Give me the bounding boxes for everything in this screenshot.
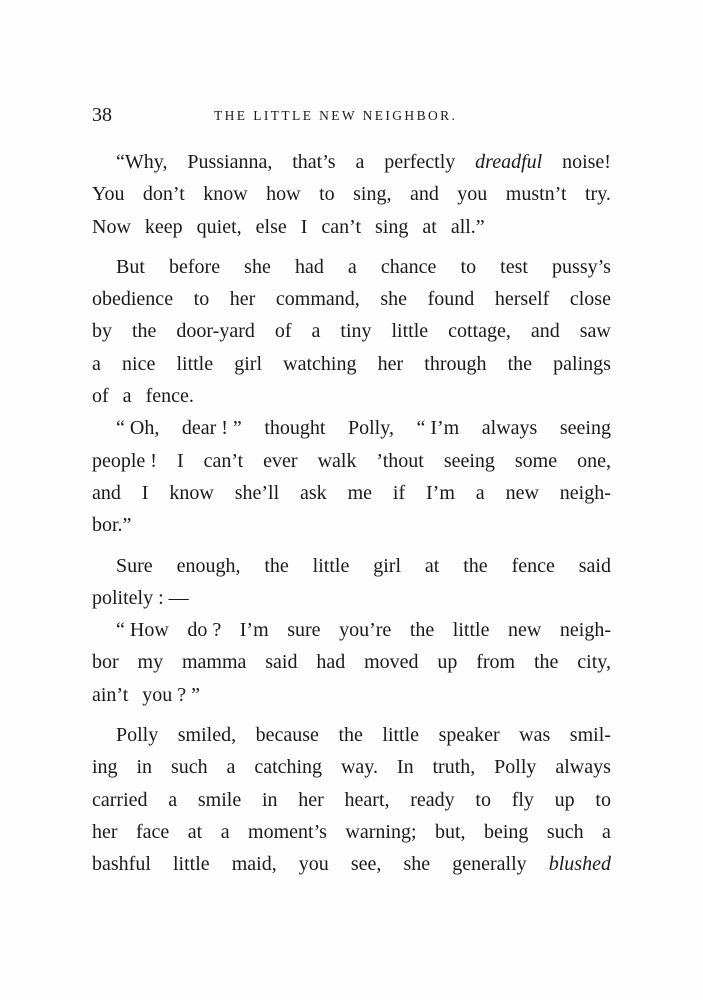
word: some [514, 449, 558, 472]
word: to [319, 183, 335, 206]
word: she’ll [234, 481, 280, 504]
word: Polly [116, 724, 159, 747]
word: enough, [176, 554, 241, 577]
word: pussy’s [552, 255, 611, 278]
word: “ Oh, [116, 417, 160, 440]
word: new [505, 481, 539, 504]
word: little [391, 320, 429, 343]
word: from [476, 651, 516, 674]
word: at [424, 554, 440, 577]
word: a [602, 820, 611, 843]
page-number: 38 [92, 104, 112, 126]
word: of [92, 385, 109, 408]
word: in [136, 756, 153, 779]
word: the [131, 320, 157, 343]
word: nice [122, 352, 156, 375]
word: to [460, 255, 477, 278]
word: she [403, 853, 431, 876]
word: Now [92, 215, 131, 238]
word: fence [511, 554, 555, 577]
word: you [457, 183, 488, 206]
word: through [424, 352, 487, 375]
word: heart, [344, 788, 390, 811]
word: face [136, 820, 170, 843]
word: bor [92, 651, 119, 674]
word: obedience [92, 288, 174, 311]
text-line [92, 283, 611, 315]
word: her [298, 788, 324, 811]
word: girl [373, 554, 402, 577]
word: always [481, 417, 538, 440]
word: said [265, 651, 298, 674]
word: moved [364, 651, 419, 674]
word: catching [254, 756, 323, 779]
word: neigh- [559, 481, 611, 504]
word: chance [380, 255, 437, 278]
word: else [255, 215, 287, 238]
word: carried [92, 788, 148, 811]
word: a [475, 481, 485, 504]
word: found [427, 288, 475, 311]
word: quiet, [196, 215, 242, 238]
word: you ? ” [142, 683, 201, 706]
word: mamma [181, 651, 247, 674]
word: ever [263, 449, 298, 472]
word: moment’s [248, 820, 327, 843]
word: she [380, 288, 408, 311]
word: can’t [321, 215, 362, 238]
word: I [176, 449, 184, 472]
word: girl [234, 352, 263, 375]
word: and [530, 320, 560, 343]
word: the [409, 619, 435, 642]
text-line [92, 380, 611, 412]
word: that’s [292, 151, 336, 173]
word: but, [434, 820, 466, 843]
word: test [500, 255, 528, 278]
word: know [203, 183, 248, 206]
word: a [168, 788, 178, 811]
word: smiled, [177, 724, 237, 747]
word: because [255, 724, 319, 747]
page-header [92, 104, 612, 130]
word: little [172, 853, 210, 876]
word: ask [300, 481, 327, 504]
word: you [298, 853, 329, 876]
text-line [92, 445, 611, 477]
word: “ I’m [416, 417, 460, 440]
word: ain’t [92, 683, 129, 706]
word: fly [511, 788, 534, 811]
text-line [92, 146, 611, 178]
word: know [169, 481, 214, 504]
word: how [266, 183, 301, 206]
text-line [92, 550, 611, 582]
word: the [264, 554, 289, 577]
text-line [92, 211, 611, 243]
word: the [338, 724, 363, 747]
word: at [422, 215, 437, 238]
word: one, [577, 449, 611, 472]
word: watching [283, 352, 357, 375]
word: at [187, 820, 203, 843]
word: a [92, 352, 101, 375]
word: In [396, 756, 414, 779]
word: ing [92, 756, 118, 779]
word: dear ! ” [181, 417, 242, 440]
word: noise! [562, 151, 611, 173]
word: door-yard [176, 320, 255, 343]
word-italic: blushed [548, 853, 611, 876]
word: see, [350, 853, 382, 876]
word: people ! [92, 449, 157, 472]
word: of [274, 320, 292, 343]
text-line [92, 412, 611, 444]
word: was [519, 724, 551, 747]
word: I [141, 481, 149, 504]
word: “Why, [116, 151, 168, 173]
word: to [475, 788, 491, 811]
text-line [92, 848, 611, 880]
word: generally [452, 853, 527, 876]
word: the [463, 554, 488, 577]
word: new [508, 619, 542, 642]
word: me [347, 481, 373, 504]
word: little [382, 724, 420, 747]
word: to [193, 288, 210, 311]
word: a [311, 320, 321, 343]
word: had [316, 651, 346, 674]
word: “ How [116, 619, 169, 642]
word: bashful [92, 853, 151, 876]
word: fence. [145, 385, 194, 408]
word: neigh- [559, 619, 611, 642]
word: such [170, 756, 208, 779]
word: walk [317, 449, 357, 472]
word: seeing [559, 417, 611, 440]
word: sure [287, 619, 321, 642]
word: a [220, 820, 230, 843]
text-line [92, 477, 611, 509]
word: truth, [432, 756, 476, 779]
word: thought [264, 417, 326, 440]
word: But [116, 255, 145, 278]
word: Sure [116, 554, 153, 577]
text-line [92, 646, 611, 678]
word: speaker [438, 724, 500, 747]
word: palings [553, 352, 611, 375]
word: a [122, 385, 132, 408]
word: city, [577, 651, 611, 674]
word: sing, [353, 183, 392, 206]
word: close [569, 288, 611, 311]
word: her [377, 352, 404, 375]
word: being [484, 820, 529, 843]
text-line [92, 509, 611, 541]
word: if [392, 481, 406, 504]
word: herself [494, 288, 550, 311]
word: tiny [340, 320, 372, 343]
word: before [169, 255, 221, 278]
word: Pussianna, [187, 151, 273, 173]
word: do ? [187, 619, 222, 642]
word: in [261, 788, 278, 811]
word: seeing [443, 449, 495, 472]
text-line [92, 251, 611, 283]
word: bor.” [92, 514, 132, 537]
word: perfectly [384, 151, 456, 173]
body-text [92, 146, 611, 881]
text-line [92, 348, 611, 380]
word: command, [275, 288, 360, 311]
text-line [92, 582, 611, 614]
word: Polly [494, 756, 537, 779]
word: and [92, 481, 121, 504]
word: a [226, 756, 236, 779]
running-title: THE LITTLE NEW NEIGHBOR. [214, 108, 458, 123]
word: to [595, 788, 611, 811]
word: a [347, 255, 357, 278]
word: always [555, 756, 611, 779]
word-italic: dreadful [475, 151, 543, 173]
text-line [92, 784, 611, 816]
text-line [92, 679, 611, 711]
word: warning; [345, 820, 417, 843]
word: had [294, 255, 324, 278]
word: maid, [231, 853, 277, 876]
word: smile [197, 788, 242, 811]
word: by [92, 320, 112, 343]
word: little [452, 619, 490, 642]
word: ’thout [376, 449, 424, 472]
word: little [176, 352, 214, 375]
text-line [92, 816, 611, 848]
word: sing [375, 215, 409, 238]
text-line [92, 614, 611, 646]
word: a [355, 151, 365, 173]
word: I’m [239, 619, 269, 642]
word: all.” [450, 215, 485, 238]
word: politely : — [92, 586, 189, 609]
word: said [578, 554, 611, 577]
word: can’t [203, 449, 244, 472]
word: keep [144, 215, 183, 238]
word: way. [340, 756, 378, 779]
word: such [546, 820, 584, 843]
word: mustn’t [505, 183, 567, 206]
word: You [92, 183, 125, 206]
word: don’t [142, 183, 185, 206]
text-line [92, 315, 611, 347]
word: she [244, 255, 271, 278]
word: saw [579, 320, 611, 343]
word: ready [410, 788, 455, 811]
word: Polly, [348, 417, 394, 440]
word: up [437, 651, 458, 674]
word: up [554, 788, 575, 811]
word: I [300, 215, 308, 238]
word: smil- [569, 724, 611, 747]
word: I’m [426, 481, 455, 504]
word: the [507, 352, 533, 375]
word: you’re [339, 619, 392, 642]
word: and [409, 183, 439, 206]
word: her [229, 288, 256, 311]
word: the [533, 651, 559, 674]
word: try. [585, 183, 611, 206]
word: little [312, 554, 350, 577]
text-line [92, 178, 611, 210]
text-line [92, 719, 611, 751]
word: cottage, [448, 320, 511, 343]
word: her [92, 820, 118, 843]
word: my [137, 651, 164, 674]
text-line [92, 751, 611, 783]
